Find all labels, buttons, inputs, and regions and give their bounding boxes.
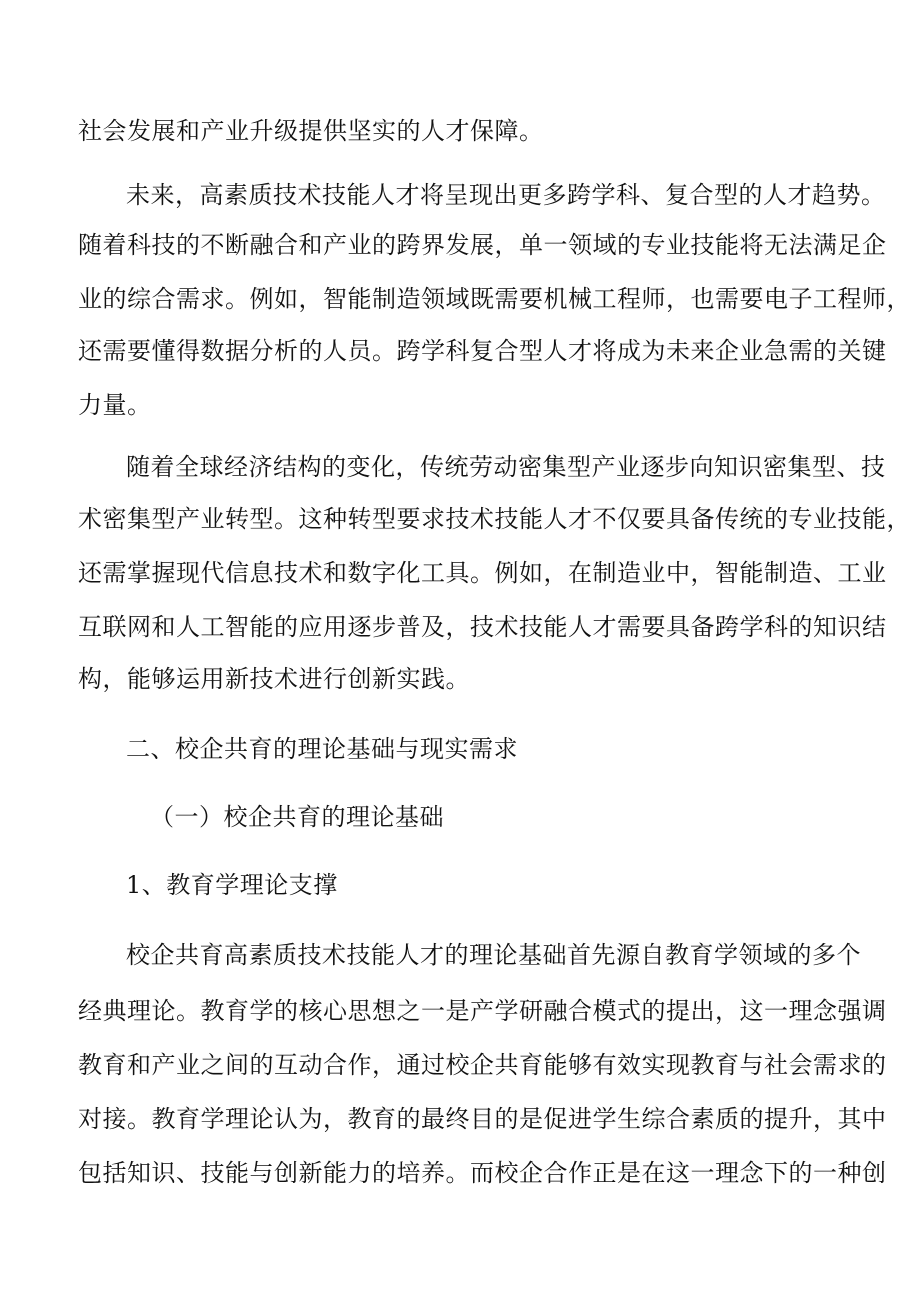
paragraph-line: 还需掌握现代信息技术和数字化工具。例如，在制造业中，智能制造、工业 [78, 559, 887, 587]
paragraph-line: 教育和产业之间的互动合作，通过校企共育能够有效实现教育与社会需求的 [78, 1051, 887, 1079]
paragraph-line: 还需要懂得数据分析的人员。跨学科复合型人才将成为未来企业急需的关键 [78, 337, 887, 365]
paragraph-line: 随着科技的不断融合和产业的跨界发展，单一领域的专业技能将无法满足企 [78, 231, 887, 259]
paragraph-line: 术密集型产业转型。这种转型要求技术技能人才不仅要具备传统的专业技能， [78, 505, 911, 533]
subsection-heading: （一）校企共育的理论基础 [150, 803, 444, 831]
paragraph-line: 随着全球经济结构的变化，传统劳动密集型产业逐步向知识密集型、技 [126, 453, 886, 481]
paragraph-line: 构，能够运用新技术进行创新实践。 [78, 665, 470, 693]
paragraph-line: 力量。 [78, 391, 152, 419]
paragraph-line: 校企共育高素质技术技能人才的理论基础首先源自教育学领域的多个 [126, 941, 861, 969]
section-heading: 二、校企共育的理论基础与现实需求 [126, 735, 518, 763]
paragraph-line: 包括知识、技能与创新能力的培养。而校企合作正是在这一理念下的一种创 [78, 1159, 887, 1187]
paragraph-line: 互联网和人工智能的应用逐步普及，技术技能人才需要具备跨学科的知识结 [78, 613, 887, 641]
paragraph-line: 经典理论。教育学的核心思想之一是产学研融合模式的提出，这一理念强调 [78, 997, 887, 1025]
paragraph-line: 社会发展和产业升级提供坚实的人才保障。 [78, 117, 544, 145]
paragraph-line: 业的综合需求。例如，智能制造领域既需要机械工程师，也需要电子工程师， [78, 285, 911, 313]
paragraph-line: 对接。教育学理论认为，教育的最终目的是促进学生综合素质的提升，其中 [78, 1105, 887, 1133]
item-heading: 1、教育学理论支撑 [126, 871, 338, 899]
paragraph-line: 未来，高素质技术技能人才将呈现出更多跨学科、复合型的人才趋势。 [126, 181, 886, 209]
